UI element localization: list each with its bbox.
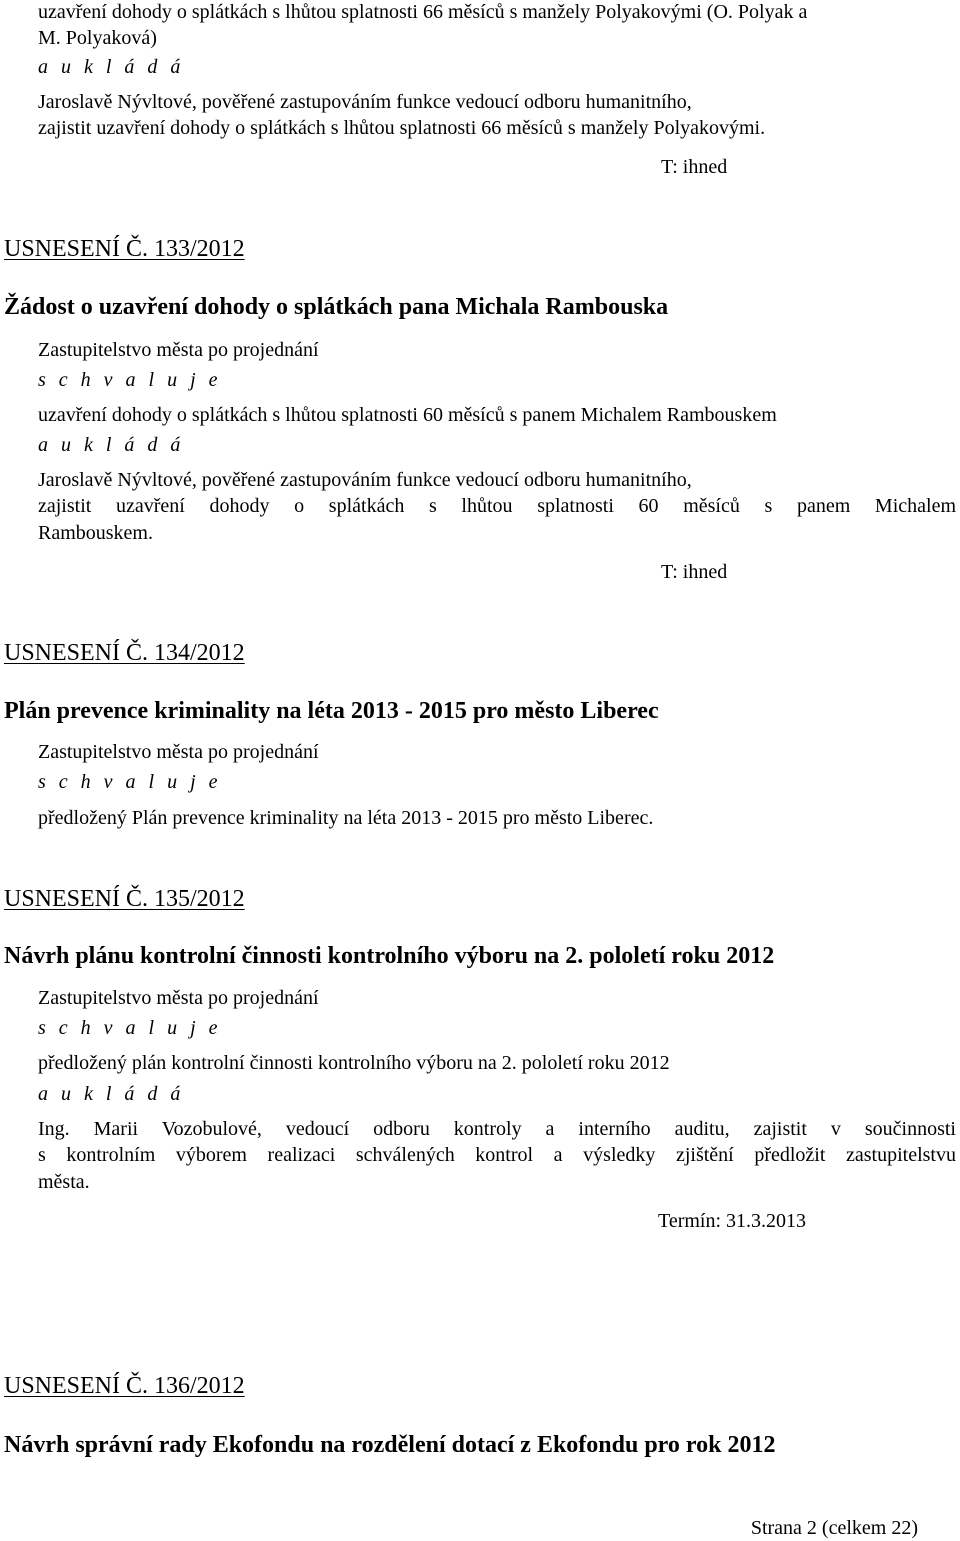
task-line-1-135: Ing. Marii Vozobulové, vedoucí odboru kontroly a interního auditu, zajistit v součinnosti — [38, 1118, 956, 1140]
approves-133: s c h v a l u j e — [38, 369, 222, 391]
council-line-134: Zastupitelstvo města po projednání — [38, 741, 319, 763]
council-line-135: Zastupitelstvo města po projednání — [38, 987, 319, 1009]
term-135: Termín: 31.3.2013 — [658, 1210, 807, 1232]
intro-task-line-1: Jaroslavě Nývltové, pověřené zastupováním funkce vedoucí odboru humanitního, — [38, 91, 692, 113]
approved-text-133: uzavření dohody o splátkách s lhůtou splatnosti 60 měsíců s panem Michalem Rambouskem — [38, 404, 777, 426]
resolution-heading-135: USNESENÍ Č. 135/2012 — [4, 886, 245, 912]
task-line-3-133: Rambouskem. — [38, 522, 153, 544]
approves-135: s c h v a l u j e — [38, 1017, 222, 1039]
task-line-2-133: zajistit uzavření dohody o splátkách s lhůtou splatnosti 60 měsíců s panem Michalem — [38, 495, 956, 517]
council-line-133: Zastupitelstvo města po projednání — [38, 339, 319, 361]
term-133: T: ihned — [661, 561, 728, 583]
resolution-title-136: Návrh správní rady Ekofondu na rozdělení dotací z Ekofondu pro rok 2012 — [4, 1432, 776, 1458]
task-line-2-135: s kontrolním výborem realizaci schválených kontrol a výsledky zjištění předložit zastupitelstvu — [38, 1144, 956, 1166]
resolution-title-133: Žádost o uzavření dohody o splátkách pana Michala Rambouska — [4, 294, 669, 320]
task-line-3-135: města. — [38, 1171, 90, 1193]
uklada-135: a u k l á d á — [38, 1083, 185, 1105]
task-line-1-133: Jaroslavě Nývltové, pověřené zastupováním funkce vedoucí odboru humanitního, — [38, 469, 692, 491]
intro-line-2: M. Polyaková) — [38, 27, 157, 49]
resolution-title-135: Návrh plánu kontrolní činnosti kontrolního výboru na 2. pololetí roku 2012 — [4, 943, 775, 969]
resolution-heading-133: USNESENÍ Č. 133/2012 — [4, 236, 245, 262]
approved-text-135: předložený plán kontrolní činnosti kontrolního výboru na 2. pololetí roku 2012 — [38, 1052, 670, 1074]
intro-uklada: a u k l á d á — [38, 56, 185, 78]
uklada-133: a u k l á d á — [38, 434, 185, 456]
intro-term: T: ihned — [661, 156, 728, 178]
intro-task-line-2: zajistit uzavření dohody o splátkách s lhůtou splatnosti 66 měsíců s manžely Polyakovými. — [38, 117, 766, 139]
resolution-heading-134: USNESENÍ Č. 134/2012 — [4, 640, 245, 666]
approved-text-134: předložený Plán prevence kriminality na léta 2013 - 2015 pro město Liberec. — [38, 807, 654, 829]
resolution-heading-136: USNESENÍ Č. 136/2012 — [4, 1373, 245, 1399]
page-number: Strana 2 (celkem 22) — [750, 1517, 918, 1539]
approves-134: s c h v a l u j e — [38, 771, 222, 793]
resolution-title-134: Plán prevence kriminality na léta 2013 - 2015 pro město Liberec — [4, 698, 659, 724]
intro-line-1: uzavření dohody o splátkách s lhůtou splatnosti 66 měsíců s manžely Polyakovými (O. Polyak a — [38, 1, 808, 23]
